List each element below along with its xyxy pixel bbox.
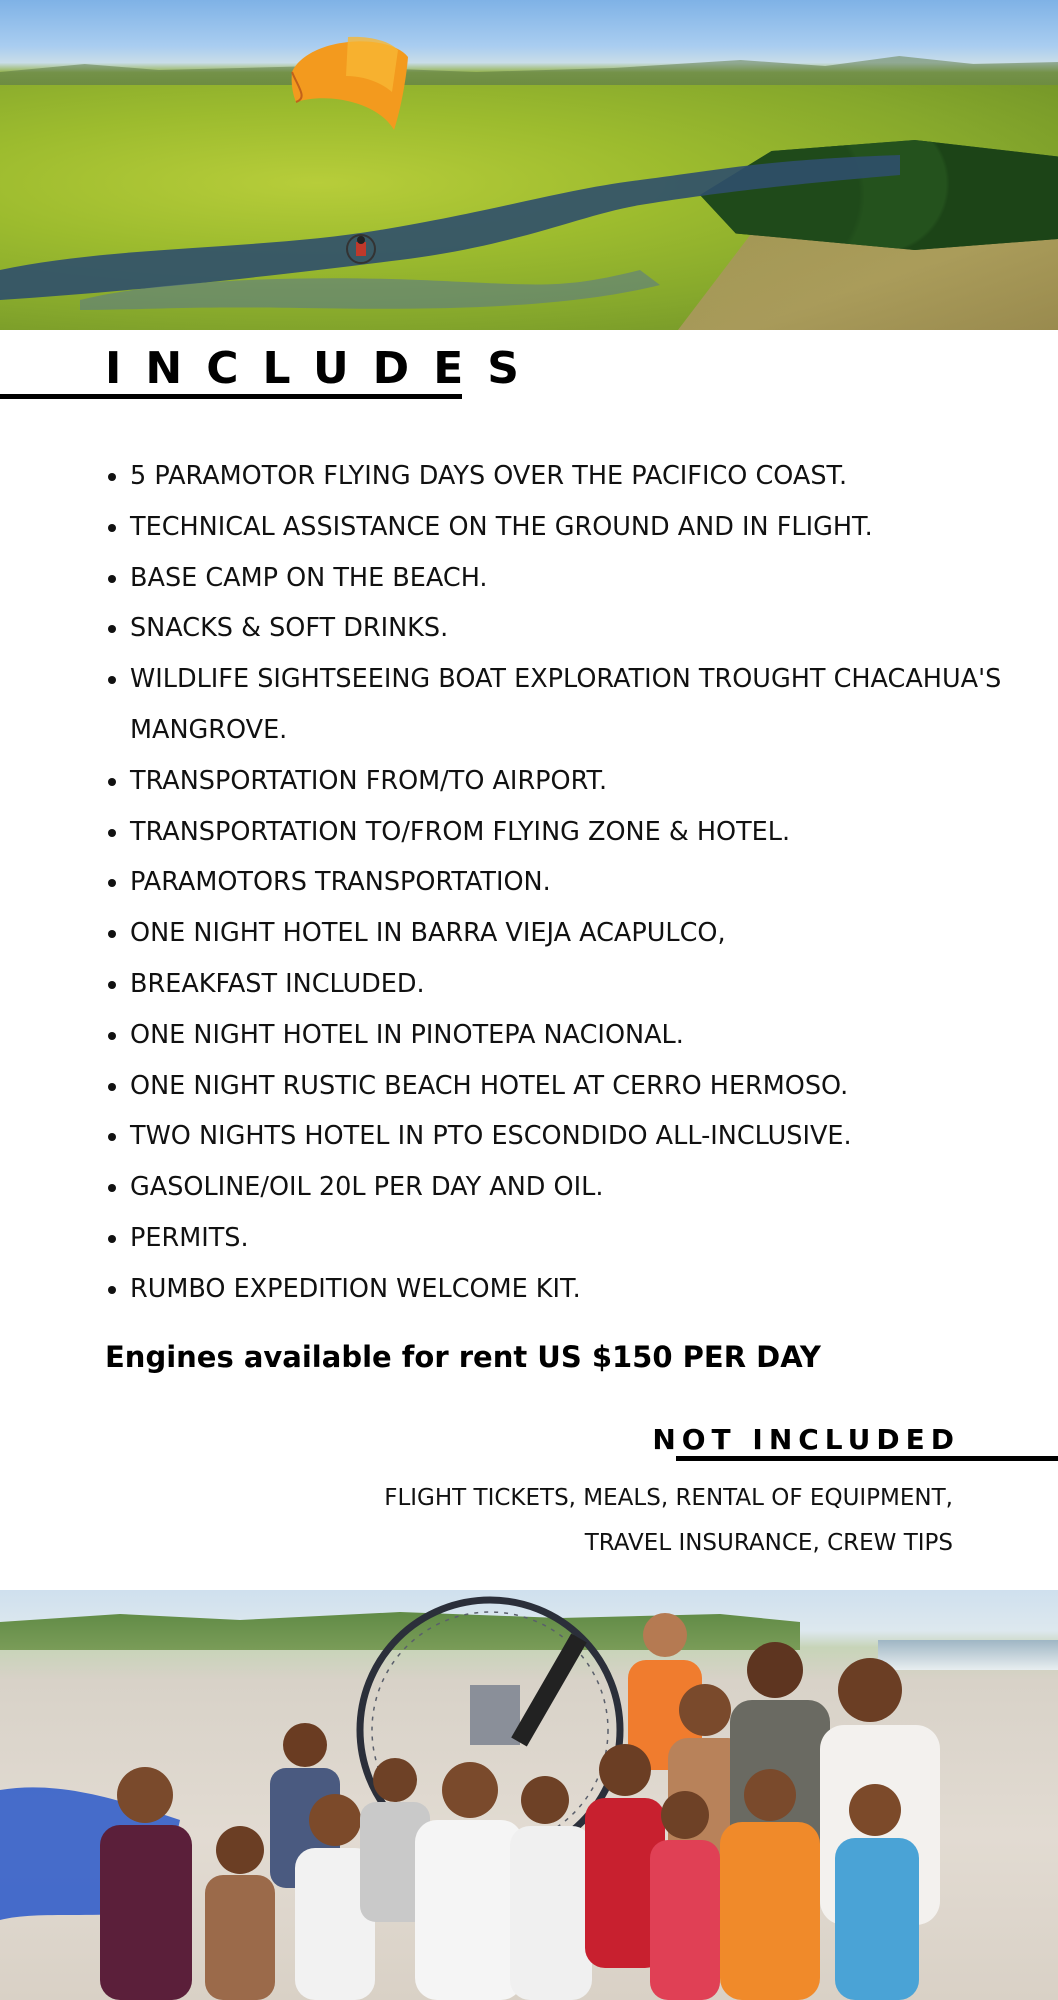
engine-rent-note: Engines available for rent US $150 PER DAY	[105, 1340, 821, 1374]
not-included-heading: NOT INCLUDED	[652, 1423, 960, 1456]
list-item: • BREAKFAST INCLUDED.	[130, 959, 1030, 1010]
bottom-photo-children-beach	[0, 1590, 1058, 2000]
not-included-line: FLIGHT TICKETS, MEALS, RENTAL OF EQUIPMENT,	[384, 1485, 953, 1511]
list-item: • PARAMOTORS TRANSPORTATION.	[130, 857, 1030, 908]
list-item: • TECHNICAL ASSISTANCE ON THE GROUND AND IN FLIGHT.	[130, 502, 1030, 553]
not-included-text	[253, 1476, 953, 1566]
river	[0, 150, 900, 310]
list-item: • ONE NIGHT HOTEL IN PINOTEPA NACIONAL.	[130, 1010, 1030, 1061]
paramotor-pilot	[344, 232, 378, 266]
includes-heading: INCLUDES	[105, 343, 543, 394]
list-item: • ONE NIGHT HOTEL IN BARRA VIEJA ACAPULCO,	[130, 908, 1030, 959]
includes-underline	[0, 394, 462, 399]
paraglider-wing	[288, 32, 412, 132]
list-item: • TWO NIGHTS HOTEL IN PTO ESCONDIDO ALL-INCLUSIVE.	[130, 1111, 1030, 1162]
list-item: • TRANSPORTATION TO/FROM FLYING ZONE & HOTEL.	[130, 807, 1030, 858]
list-item: • RUMBO EXPEDITION WELCOME KIT.	[130, 1264, 1030, 1315]
includes-list	[100, 451, 1030, 1315]
list-item: • GASOLINE/OIL 20L PER DAY AND OIL.	[130, 1162, 1030, 1213]
list-item: • BASE CAMP ON THE BEACH.	[130, 553, 1030, 604]
list-item: • SNACKS & SOFT DRINKS.	[130, 603, 1030, 654]
list-item: • PERMITS.	[130, 1213, 1030, 1264]
group-scene	[0, 1590, 1058, 2000]
not-included-underline	[676, 1456, 1058, 1461]
list-item: • TRANSPORTATION FROM/TO AIRPORT.	[130, 756, 1030, 807]
list-item: • WILDLIFE SIGHTSEEING BOAT EXPLORATION TROUGHT CHACAHUA'S MANGROVE.	[130, 654, 1030, 756]
not-included-line: TRAVEL INSURANCE, CREW TIPS	[584, 1530, 953, 1556]
list-item: • ONE NIGHT RUSTIC BEACH HOTEL AT CERRO HERMOSO.	[130, 1061, 1030, 1112]
distant-hills	[0, 48, 1058, 88]
hero-photo-paramotor	[0, 0, 1058, 330]
list-item: • 5 PARAMOTOR FLYING DAYS OVER THE PACIFICO COAST.	[130, 451, 1030, 502]
